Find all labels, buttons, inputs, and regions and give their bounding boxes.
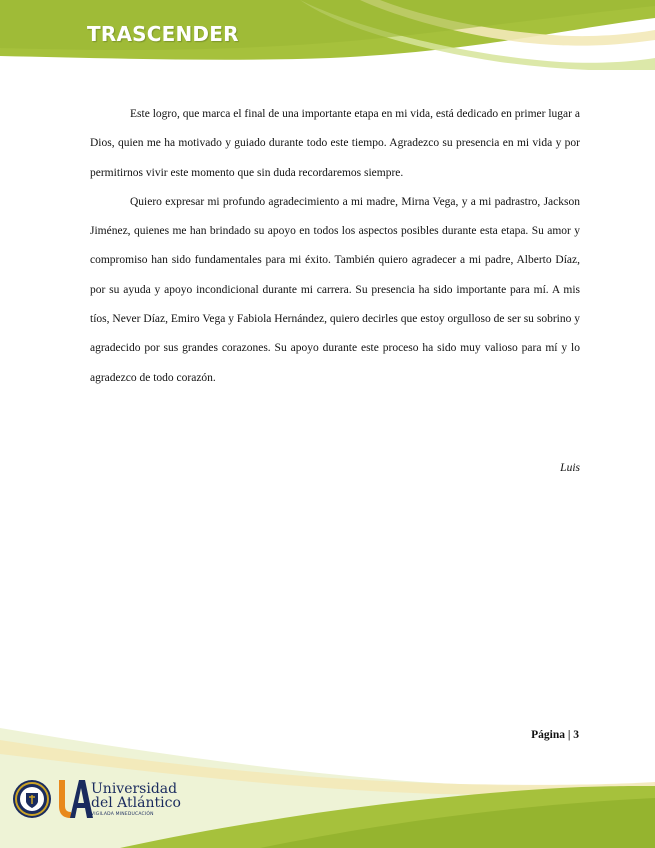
university-tagline: VIGILADA MINEDUCACIÓN [91, 812, 154, 817]
signature: Luis [560, 462, 580, 474]
paragraph: Este logro, que marca el final de una importante etapa en mi vida, está dedicado en primer lugar a Dios, quien me ha motivado y guiado durante todo este tiempo. Agradezco su presencia en mi vida y por permitirnos vivir este momento que sin duda recordaremos siempre. [90, 108, 580, 179]
header-title: TRASCENDER [87, 22, 239, 46]
university-seal-icon [12, 779, 52, 819]
university-name-line2: del Atlántico [91, 795, 181, 811]
footer-banner [0, 700, 655, 848]
page-number: Página | 3 [531, 729, 579, 741]
university-name-line1: Universidad [91, 781, 178, 797]
ua-logo-icon [55, 778, 95, 820]
paragraph: Quiero expresar mi profundo agradecimiento a mi madre, Mirna Vega, y a mi padrastro, Jackson Jiménez, quienes me han brindado su apoyo en todos los aspectos posibles durante esta etapa. Su amor y compromiso han sido fundamentales para mi éxito. También quiero agradecer a mi padre, Alberto Díaz, por su ayuda y apoyo incondicional durante mi carrera. Su presencia ha sido importante para mí. A mis tíos, Never Díaz, Emiro Vega y Fabiola Hernández, quiero decirles que estoy orgulloso de ser su sobrino y agradecido por sus grandes corazones. Su apoyo durante este proceso ha sido muy valioso para mí y lo agradezco de todo corazón. [90, 195, 580, 384]
dedication-text [90, 100, 580, 393]
